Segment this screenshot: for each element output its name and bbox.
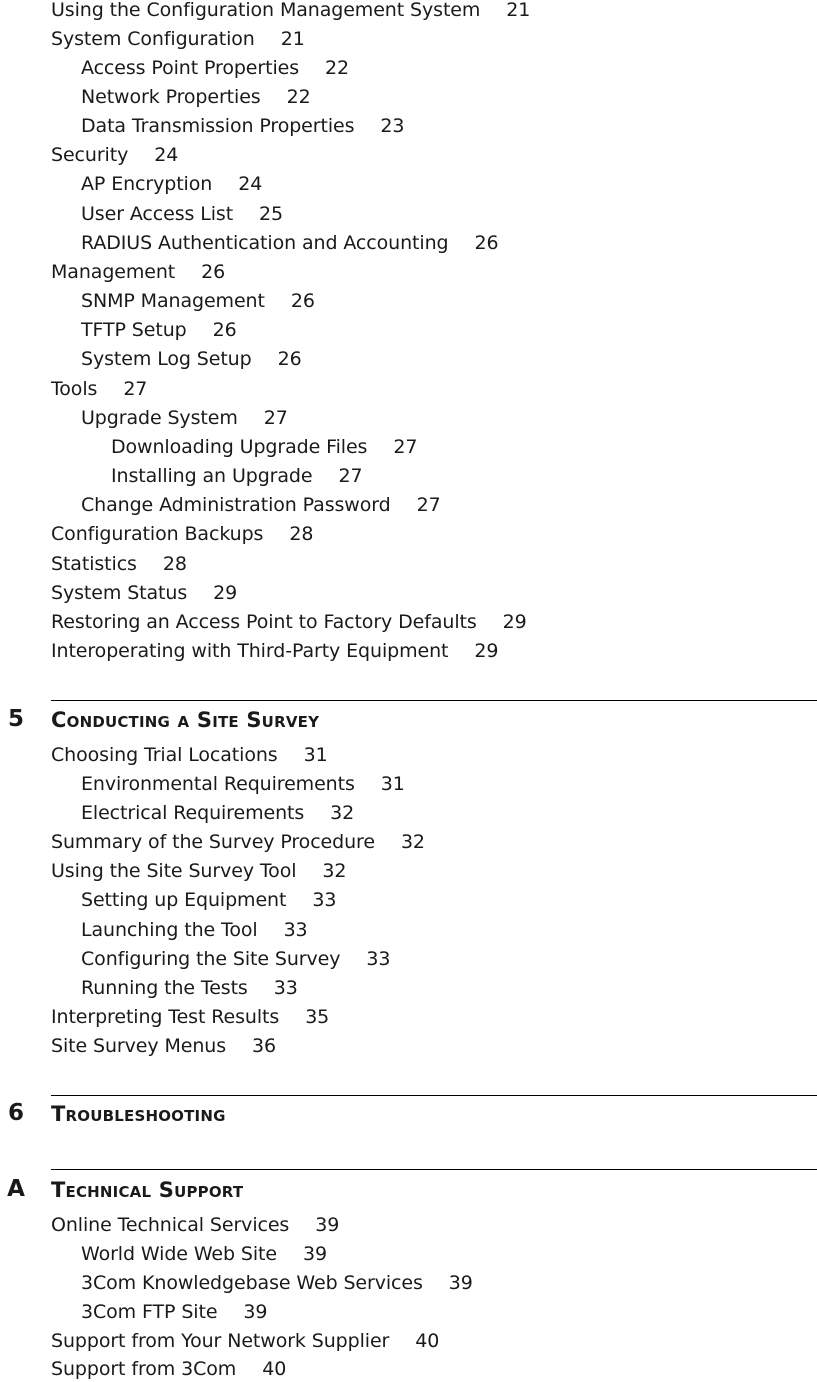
toc-entry[interactable] <box>81 1271 473 1295</box>
toc-entry[interactable] <box>51 260 225 284</box>
toc-entry-page: 25 <box>259 203 284 225</box>
toc-entry-title: Statistics <box>51 553 137 575</box>
chapter-divider <box>51 1095 817 1096</box>
toc-entry-page: 27 <box>338 465 363 487</box>
toc-entry-title: Access Point Properties <box>81 57 300 79</box>
toc-entry-page: 29 <box>474 640 499 662</box>
toc-entry-page: 24 <box>154 144 179 166</box>
toc-entry-title: Using the Configuration Management System <box>51 0 481 21</box>
toc-entry-page: 32 <box>400 831 425 853</box>
toc-entry-page: 26 <box>201 261 226 283</box>
toc-entry[interactable] <box>51 639 498 663</box>
toc-entry-page: 29 <box>502 611 527 633</box>
toc-entry-page: 22 <box>325 57 350 79</box>
toc-entry-title: System Log Setup <box>81 348 252 370</box>
toc-entry-page: 28 <box>162 553 187 575</box>
toc-entry[interactable] <box>51 859 346 883</box>
toc-entry-page: 31 <box>303 744 328 766</box>
toc-entry-page: 24 <box>238 173 263 195</box>
toc-entry-page: 40 <box>415 1330 440 1352</box>
toc-entry-page: 26 <box>212 319 237 341</box>
toc-entry[interactable] <box>81 318 237 342</box>
toc-entry-title: Installing an Upgrade <box>111 465 313 487</box>
toc-entry-title: Security <box>51 144 129 166</box>
toc-entry-title: User Access List <box>81 203 234 225</box>
toc-entry[interactable] <box>81 888 336 912</box>
toc-entry[interactable] <box>81 1300 267 1324</box>
toc-entry[interactable] <box>111 435 417 459</box>
toc-entry[interactable] <box>51 1213 339 1237</box>
toc-entry[interactable] <box>81 85 311 109</box>
toc-entry-title: Change Administration Password <box>81 494 391 516</box>
toc-entry-title: World Wide Web Site <box>81 1243 277 1265</box>
chapter-divider <box>51 700 817 701</box>
toc-entry[interactable] <box>51 743 328 767</box>
toc-entry[interactable] <box>81 202 283 226</box>
toc-entry-title: Setting up Equipment <box>81 889 287 911</box>
toc-entry[interactable] <box>51 1034 276 1058</box>
toc-entry-title: Interpreting Test Results <box>51 1006 280 1028</box>
toc-entry[interactable] <box>51 27 305 51</box>
toc-entry-page: 31 <box>380 773 405 795</box>
toc-entry[interactable] <box>81 114 404 138</box>
toc-entry-title: Upgrade System <box>81 407 238 429</box>
toc-entry[interactable] <box>51 0 530 22</box>
toc-entry-page: 32 <box>322 860 347 882</box>
toc-entry-page: 33 <box>366 948 391 970</box>
toc-entry[interactable] <box>81 56 349 80</box>
toc-entry-page: 33 <box>283 919 308 941</box>
toc-entry-title: Interoperating with Third-Party Equipment <box>51 640 449 662</box>
toc-entry[interactable] <box>81 1242 327 1266</box>
toc-entry[interactable] <box>51 1005 329 1029</box>
toc-entry-title: Site Survey Menus <box>51 1035 227 1057</box>
toc-entry[interactable] <box>51 377 147 401</box>
toc-entry-title: Configuration Backups <box>51 523 264 545</box>
toc-entry[interactable] <box>51 1357 286 1381</box>
toc-entry-title: Electrical Requirements <box>81 802 305 824</box>
toc-entry[interactable] <box>81 231 498 255</box>
toc-entry[interactable] <box>51 581 237 605</box>
toc-entry[interactable] <box>51 143 178 167</box>
toc-entry-title: Tools <box>51 378 98 400</box>
chapter-title[interactable]: Troubleshooting <box>51 1102 226 1126</box>
toc-entry-title: Choosing Trial Locations <box>51 744 278 766</box>
toc-entry[interactable] <box>51 830 425 854</box>
toc-entry[interactable] <box>51 610 527 634</box>
toc-entry-title: Summary of the Survey Procedure <box>51 831 375 853</box>
toc-entry-title: Restoring an Access Point to Factory Defaults <box>51 611 477 633</box>
toc-entry[interactable] <box>81 801 354 825</box>
chapter-title[interactable]: Conducting a Site Survey <box>51 708 320 732</box>
toc-entry-title: 3Com FTP Site <box>81 1301 218 1323</box>
toc-entry-title: Support from Your Network Supplier <box>51 1330 390 1352</box>
toc-entry[interactable] <box>81 976 298 1000</box>
toc-entry-title: System Status <box>51 582 188 604</box>
toc-entry-title: Launching the Tool <box>81 919 258 941</box>
chapter-divider <box>51 1169 817 1170</box>
toc-entry-page: 39 <box>448 1272 473 1294</box>
toc-entry-page: 33 <box>312 889 337 911</box>
toc-entry-page: 40 <box>262 1358 287 1380</box>
toc-entry[interactable] <box>81 772 405 796</box>
toc-entry-page: 27 <box>123 378 148 400</box>
toc-entry-page: 22 <box>286 86 311 108</box>
toc-entry-title: Support from 3Com <box>51 1358 237 1380</box>
toc-entry-title: RADIUS Authentication and Accounting <box>81 232 449 254</box>
toc-entry[interactable] <box>81 493 441 517</box>
toc-entry[interactable] <box>111 464 362 488</box>
toc-entry[interactable] <box>51 552 187 576</box>
toc-entry-title: AP Encryption <box>81 173 213 195</box>
toc-entry-title: TFTP Setup <box>81 319 187 341</box>
toc-entry-page: 27 <box>416 494 441 516</box>
toc-entry[interactable] <box>81 172 262 196</box>
toc-entry-title: Data Transmission Properties <box>81 115 355 137</box>
toc-entry-page: 29 <box>213 582 238 604</box>
toc-entry-title: Environmental Requirements <box>81 773 355 795</box>
toc-entry[interactable] <box>81 947 390 971</box>
toc-entry-page: 23 <box>380 115 405 137</box>
toc-entry-title: Using the Site Survey Tool <box>51 860 297 882</box>
toc-entry-page: 27 <box>393 436 418 458</box>
toc-entry-page: 26 <box>290 290 315 312</box>
toc-entry-page: 26 <box>277 348 302 370</box>
toc-entry-title: Configuring the Site Survey <box>81 948 341 970</box>
toc-entry-title: SNMP Management <box>81 290 265 312</box>
toc-entry[interactable] <box>81 406 288 430</box>
toc-entry-title: Running the Tests <box>81 977 248 999</box>
toc-entry-page: 39 <box>302 1243 327 1265</box>
toc-entry[interactable] <box>81 347 302 371</box>
toc-entry[interactable] <box>81 289 315 313</box>
toc-entry-page: 21 <box>280 28 305 50</box>
toc-entry-title: Online Technical Services <box>51 1214 290 1236</box>
toc-entry[interactable] <box>81 918 308 942</box>
toc-entry[interactable] <box>51 522 313 546</box>
chapter-title[interactable]: Technical Support <box>51 1178 244 1202</box>
toc-entry-page: 21 <box>506 0 531 21</box>
toc-entry-title: 3Com Knowledgebase Web Services <box>81 1272 423 1294</box>
toc-entry-title: Network Properties <box>81 86 261 108</box>
toc-entry-page: 35 <box>305 1006 330 1028</box>
toc-entry-page: 28 <box>289 523 314 545</box>
toc-entry-title: Downloading Upgrade Files <box>111 436 368 458</box>
chapter-number: 5 <box>7 706 24 732</box>
toc-entry-title: System Configuration <box>51 28 255 50</box>
toc-entry-page: 33 <box>273 977 298 999</box>
toc-entry-page: 39 <box>243 1301 268 1323</box>
chapter-number: 6 <box>7 1100 24 1126</box>
toc-entry-page: 26 <box>474 232 499 254</box>
chapter-number: A <box>7 1176 25 1202</box>
toc-entry-title: Management <box>51 261 176 283</box>
toc-entry-page: 39 <box>315 1214 340 1236</box>
toc-entry-page: 32 <box>330 802 355 824</box>
toc-entry-page: 36 <box>252 1035 276 1057</box>
toc-entry-page: 27 <box>263 407 288 429</box>
toc-entry[interactable] <box>51 1329 439 1353</box>
